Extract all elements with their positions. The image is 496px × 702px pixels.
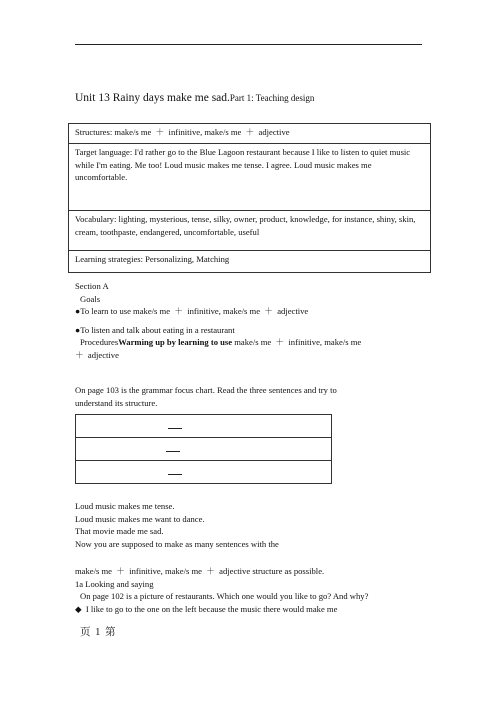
activity-answer: ◆ I like to go to the one on the left because the music there would make me <box>75 603 338 614</box>
blank-line <box>166 451 180 452</box>
blank-line <box>168 428 182 429</box>
info-table <box>68 123 431 273</box>
section-a-block <box>75 280 361 361</box>
title-main: Unit 13 Rainy days make me sad. <box>75 92 230 104</box>
goal-item: ●To listen and talk about eating in a restaurant <box>75 324 235 335</box>
goal-item: ●To learn to use make/s me ＋ infinitive, make/s me ＋ adjective <box>75 306 309 316</box>
example-sentence: That movie made me sad. <box>75 526 164 536</box>
vocabulary-cell: Vocabulary: lighting, mysterious, tense, silky, owner, product, knowledge, for instance, shiny, skin, cream, toothpaste, endangered, uncomfortable, useful <box>69 210 430 250</box>
chart-row <box>76 460 331 483</box>
page-title <box>75 92 314 104</box>
grammar-focus-line: On page 103 is the grammar focus chart. Read the three sentences and try to <box>75 385 337 395</box>
structure-line: make/s me ＋ infinitive, make/s me ＋ adjective structure as possible. <box>75 566 325 576</box>
activity-block <box>75 565 368 615</box>
target-language-cell: Target language: I'd rather go to the Blue Lagoon restaurant because I like to listen to quiet music while I'm eating. Me too! Loud music makes me tense. I agree. Loud music makes me uncomfortable. <box>69 143 430 210</box>
section-heading: Section A <box>75 281 109 291</box>
example-sentence: Loud music makes me tense. <box>75 501 175 511</box>
procedures-label: Procedures <box>80 337 119 347</box>
blank-line <box>168 474 182 475</box>
procedures-line <box>75 336 361 349</box>
grammar-focus-line: understand its structure. <box>75 397 158 408</box>
title-sub: Part 1: Teaching design <box>229 93 315 103</box>
warmup-label: Warming up by learning to use <box>118 337 233 347</box>
example-sentence: Loud music makes me want to dance. <box>75 513 205 524</box>
grammar-focus-chart <box>75 414 332 484</box>
activity-question: On page 102 is a picture of restaurants. Which one would you like to go? And why? <box>80 591 369 601</box>
chart-row <box>76 415 331 437</box>
learning-strategies-cell: Learning strategies: Personalizing, Matching <box>69 250 430 272</box>
activity-heading: 1a Looking and saying <box>75 578 154 589</box>
warmup-continuation: ＋ adjective <box>75 349 119 360</box>
warmup-structure: make/s me ＋ infinitive, make/s me <box>232 337 362 347</box>
structures-cell: Structures: make/s me ＋ infinitive, make/s me ＋ adjective <box>75 127 290 137</box>
grammar-focus-text <box>75 384 337 409</box>
example-sentences <box>75 500 279 550</box>
header-rule <box>75 44 422 45</box>
page-footer: 页 1 第 <box>80 627 117 638</box>
goals-label: Goals <box>80 293 101 304</box>
example-sentence: Now you are supposed to make as many sentences with the <box>75 538 279 549</box>
chart-row <box>76 437 331 460</box>
